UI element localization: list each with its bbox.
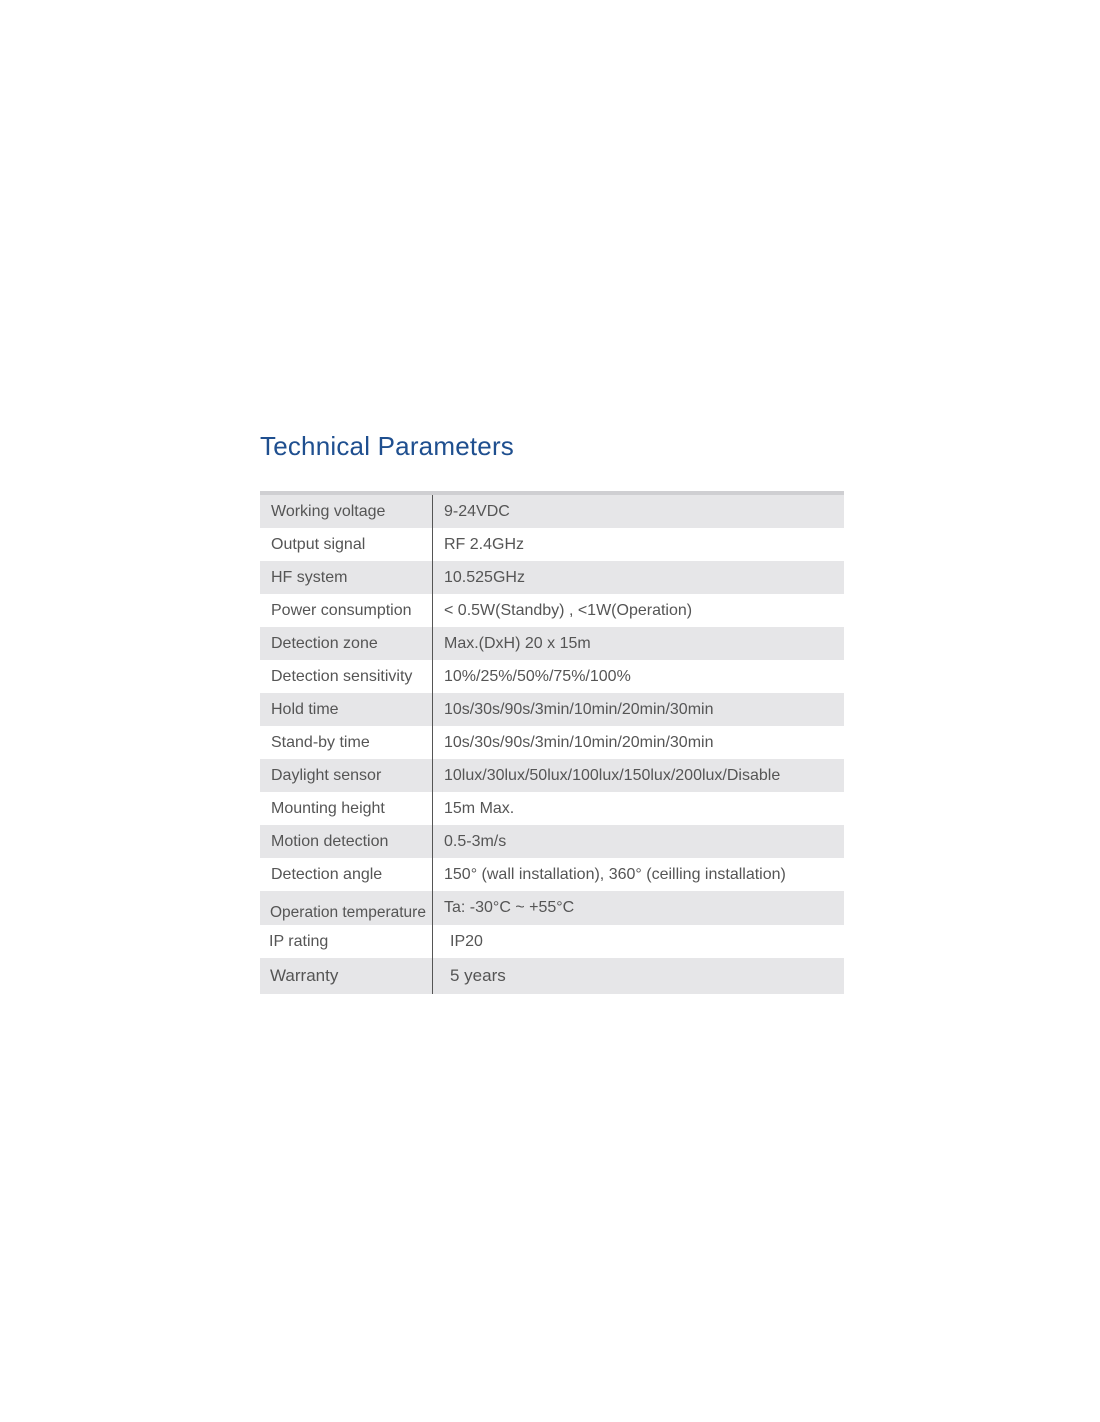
table-row [260, 693, 844, 726]
table-row [260, 925, 844, 958]
spec-label: Mounting height [260, 792, 433, 825]
table-row [260, 825, 844, 858]
spec-label: Power consumption [260, 594, 433, 627]
table-row [260, 759, 844, 792]
spec-value: 10.525GHz [444, 568, 525, 586]
spec-label: Operation temperature [260, 891, 433, 925]
spec-label: Detection zone [260, 627, 433, 660]
spec-value: Max.(DxH) 20 x 15m [444, 634, 591, 652]
spec-label: Hold time [260, 693, 433, 726]
table-row [260, 891, 844, 925]
spec-label: Stand-by time [260, 726, 433, 759]
table-row [260, 594, 844, 627]
spec-value: 5 years [450, 966, 506, 985]
page-title: Technical Parameters [260, 431, 514, 461]
table-row [260, 792, 844, 825]
table-row [260, 958, 844, 994]
table-row [260, 858, 844, 891]
spec-label: Working voltage [260, 495, 433, 528]
spec-value: 0.5-3m/s [444, 832, 507, 850]
spec-value: 150° (wall installation), 360° (ceilling installation) [444, 865, 786, 883]
spec-label: Detection angle [260, 858, 433, 891]
table-row [260, 660, 844, 693]
spec-value: 10s/30s/90s/3min/10min/20min/30min [444, 733, 714, 751]
spec-value: RF 2.4GHz [444, 535, 525, 553]
spec-label: HF system [260, 561, 433, 594]
spec-value: 9-24VDC [444, 502, 510, 520]
spec-label: IP rating [260, 925, 433, 958]
table-row [260, 495, 844, 528]
spec-value: 15m Max. [444, 799, 515, 817]
spec-value: 10lux/30lux/50lux/100lux/150lux/200lux/Disable [444, 766, 781, 784]
spec-label: Motion detection [260, 825, 433, 858]
spec-value: 10%/25%/50%/75%/100% [444, 667, 631, 685]
table-row [260, 726, 844, 759]
spec-label: Detection sensitivity [260, 660, 433, 693]
spec-value: < 0.5W(Standby) , <1W(Operation) [444, 601, 693, 619]
spec-label: Warranty [260, 958, 433, 994]
spec-value: 10s/30s/90s/3min/10min/20min/30min [444, 700, 714, 718]
spec-value: IP20 [450, 932, 483, 950]
table-row [260, 528, 844, 561]
spec-label: Output signal [260, 528, 433, 561]
spec-label: Daylight sensor [260, 759, 433, 792]
spec-value: Ta: -30°C ~ +55°C [444, 899, 575, 916]
table-row [260, 627, 844, 660]
table-row [260, 561, 844, 594]
spec-table [260, 491, 844, 994]
